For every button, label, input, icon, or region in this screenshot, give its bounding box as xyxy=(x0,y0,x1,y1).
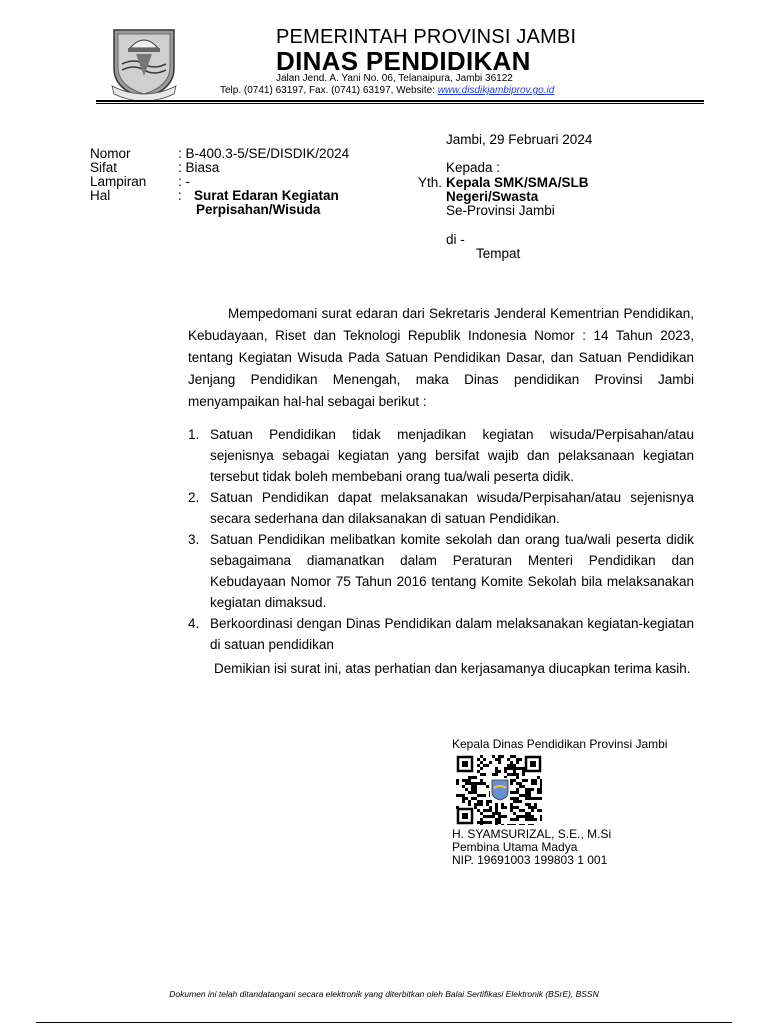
qr-module xyxy=(489,821,492,824)
list-item-number: 3. xyxy=(188,532,200,547)
qr-module xyxy=(513,806,516,809)
qr-module xyxy=(483,782,486,785)
qr-module xyxy=(480,803,483,806)
nomor-label: Nomor xyxy=(90,146,131,161)
qr-module xyxy=(471,785,474,788)
qr-module xyxy=(492,773,495,776)
footer-note: Dokumen ini telah ditandatangani secara elektronik yang diterbitkan oleh Balai Sertifikasi Elektronik (BSrE), BSSN xyxy=(169,989,599,999)
qr-module xyxy=(483,758,486,761)
qr-module xyxy=(489,806,492,809)
qr-module xyxy=(513,770,516,773)
qr-module xyxy=(513,800,516,803)
qr-module xyxy=(504,806,507,809)
signature-title: Kepala Dinas Pendidikan Provinsi Jambi xyxy=(452,737,668,751)
qr-module xyxy=(495,812,498,815)
qr-module xyxy=(534,818,537,821)
qr-module xyxy=(495,824,498,825)
qr-module xyxy=(501,755,504,758)
qr-module xyxy=(486,785,489,788)
recipient-line3: Se-Provinsi Jambi xyxy=(446,203,555,218)
qr-module xyxy=(474,806,477,809)
qr-module xyxy=(492,755,495,758)
closing-paragraph: Demikian isi surat ini, atas perhatian dan kerjasamanya diucapkan terima kasih. xyxy=(214,661,691,676)
qr-module xyxy=(540,797,542,800)
qr-module xyxy=(477,800,480,803)
qr-module xyxy=(471,797,474,800)
qr-module xyxy=(528,818,531,821)
qr-module xyxy=(516,767,519,770)
qr-module xyxy=(501,806,504,809)
qr-module xyxy=(522,809,525,812)
qr-module xyxy=(540,785,542,788)
qr-module xyxy=(519,809,522,812)
qr-module xyxy=(483,821,486,824)
qr-module xyxy=(480,812,483,815)
qr-module xyxy=(516,797,519,800)
qr-module xyxy=(495,803,498,806)
qr-module xyxy=(522,794,525,797)
qr-module xyxy=(495,758,498,761)
qr-module xyxy=(513,818,516,821)
qr-module xyxy=(480,773,483,776)
qr-module xyxy=(513,755,516,758)
qr-module xyxy=(462,797,465,800)
list-item-number: 2. xyxy=(188,490,200,505)
qr-module xyxy=(468,776,471,779)
qr-module xyxy=(516,788,519,791)
qr-module xyxy=(522,773,525,776)
qr-module xyxy=(510,764,513,767)
nomor-value: : B-400.3-5/SE/DISDIK/2024 xyxy=(178,146,350,161)
qr-module xyxy=(498,821,501,824)
qr-module xyxy=(522,770,525,773)
qr-module xyxy=(525,779,528,782)
qr-module xyxy=(504,815,507,818)
qr-module xyxy=(522,824,525,825)
qr-module xyxy=(510,818,513,821)
qr-module xyxy=(471,782,474,785)
qr-module xyxy=(462,800,465,803)
qr-module xyxy=(516,791,519,794)
qr-module xyxy=(513,812,516,815)
qr-module xyxy=(477,794,480,797)
qr-module xyxy=(525,794,528,797)
qr-module xyxy=(519,782,522,785)
qr-module xyxy=(465,782,468,785)
qr-module xyxy=(498,815,501,818)
qr-module xyxy=(462,785,465,788)
qr-module xyxy=(528,788,531,791)
list-item xyxy=(188,529,694,613)
qr-module xyxy=(528,791,531,794)
qr-module xyxy=(525,797,528,800)
qr-module xyxy=(513,764,516,767)
qr-module xyxy=(480,779,483,782)
qr-module xyxy=(474,782,477,785)
qr-module xyxy=(519,767,522,770)
qr-module xyxy=(474,803,477,806)
qr-module xyxy=(519,758,522,761)
qr-module xyxy=(471,791,474,794)
qr-module xyxy=(510,797,513,800)
qr-module xyxy=(495,818,498,821)
website-link[interactable]: www.disdikjambiprov.go.id xyxy=(437,85,555,96)
qr-module xyxy=(477,803,480,806)
qr-module xyxy=(528,806,531,809)
qr-module xyxy=(537,809,540,812)
qr-module xyxy=(483,809,486,812)
qr-module xyxy=(540,779,542,782)
qr-module xyxy=(501,824,504,825)
qr-module xyxy=(534,782,537,785)
body-closing xyxy=(188,658,694,680)
qr-module xyxy=(528,815,531,818)
qr-module xyxy=(510,755,513,758)
list-item xyxy=(188,487,694,529)
qr-module xyxy=(531,809,534,812)
hal-colon: : xyxy=(178,188,182,203)
qr-module xyxy=(507,773,510,776)
qr-module xyxy=(477,809,480,812)
qr-module xyxy=(516,758,519,761)
qr-module xyxy=(537,776,540,779)
qr-module xyxy=(522,815,525,818)
qr-module xyxy=(510,824,513,825)
qr-code-signature xyxy=(456,755,542,825)
qr-module xyxy=(540,782,542,785)
qr-module xyxy=(525,818,528,821)
qr-module xyxy=(513,791,516,794)
qr-module xyxy=(498,761,501,764)
qr-module xyxy=(513,797,516,800)
qr-module xyxy=(495,767,498,770)
qr-module xyxy=(528,797,531,800)
qr-module xyxy=(528,824,531,825)
qr-module xyxy=(516,761,519,764)
qr-module xyxy=(486,815,489,818)
qr-module xyxy=(525,791,528,794)
qr-module xyxy=(480,800,483,803)
qr-module xyxy=(531,815,534,818)
qr-module xyxy=(486,764,489,767)
qr-module xyxy=(537,788,540,791)
qr-module xyxy=(522,779,525,782)
qr-module xyxy=(456,782,459,785)
qr-module xyxy=(480,767,483,770)
list-item-text: Satuan Pendidikan melibatkan komite sekolah dan orang tua/wali peserta didik sebagaimana diamanatkan dalam Peraturan Menteri Pendidikan dan Kebudayaan Nomor 75 Tahun 2016 tentang Komite Sekolah bila melaksanakan kegiatan dimaksud. xyxy=(210,532,694,610)
qr-module xyxy=(483,794,486,797)
qr-module xyxy=(510,779,513,782)
qr-module xyxy=(492,812,495,815)
qr-module xyxy=(459,794,462,797)
qr-module xyxy=(480,821,483,824)
qr-module xyxy=(513,779,516,782)
qr-module xyxy=(540,818,542,821)
qr-module xyxy=(474,776,477,779)
qr-module xyxy=(477,770,480,773)
recipient-tempat: Tempat xyxy=(476,246,521,261)
qr-module xyxy=(498,758,501,761)
qr-module xyxy=(516,806,519,809)
qr-module xyxy=(477,758,480,761)
qr-module xyxy=(516,815,519,818)
qr-module xyxy=(498,812,501,815)
qr-module xyxy=(531,806,534,809)
letterhead-government: PEMERINTAH PROVINSI JAMBI xyxy=(276,26,577,48)
qr-module xyxy=(501,803,504,806)
list-item-text: Berkoordinasi dengan Dinas Pendidikan dalam melaksanakan kegiatan-kegiatan di satuan pendidikan xyxy=(210,616,694,652)
qr-module xyxy=(474,797,477,800)
qr-module xyxy=(456,794,459,797)
qr-module xyxy=(528,794,531,797)
qr-module xyxy=(477,764,480,767)
qr-module xyxy=(492,815,495,818)
qr-module xyxy=(522,785,525,788)
qr-module xyxy=(507,764,510,767)
recipient-line1: Kepala SMK/SMA/SLB xyxy=(446,175,589,190)
lampiran-label: Lampiran xyxy=(90,174,147,189)
list-item-text: Satuan Pendidikan dapat melaksanakan wisuda/Perpisahan/atau sejenisnya secara sederhana dan dilaksanakan di satuan Pendidikan. xyxy=(210,490,694,526)
intro-paragraph: Mempedomani surat edaran dari Sekretaris Jenderal Kementrian Pendidikan, Kebudayaan, Riset dan Teknologi Republik Indonesia Nomor : 14 Tahun 2023, tentang Kegiatan Wisuda Pada Satuan Pendidikan Dasar, dan Satuan Pendidikan Jenjang Pendidikan Menengah, maka Dinas pendidikan Provinsi Jambi menyampaikan hal-hal sebagai berikut : xyxy=(188,306,694,409)
qr-module xyxy=(495,806,498,809)
qr-module xyxy=(474,791,477,794)
qr-module xyxy=(462,779,465,782)
qr-module xyxy=(495,770,498,773)
qr-module xyxy=(489,809,492,812)
recipient-di: di - xyxy=(446,232,465,247)
qr-module xyxy=(471,788,474,791)
qr-module xyxy=(480,824,483,825)
qr-module xyxy=(486,800,489,803)
qr-module xyxy=(465,788,468,791)
qr-module xyxy=(519,785,522,788)
qr-module xyxy=(468,791,471,794)
qr-module xyxy=(531,824,534,825)
letterhead-rule-thin xyxy=(96,103,704,104)
qr-module xyxy=(525,812,528,815)
qr-module xyxy=(465,797,468,800)
qr-module xyxy=(474,788,477,791)
qr-module xyxy=(510,773,513,776)
contact-text: Telp. (0741) 63197, Fax. (0741) 63197, Website: xyxy=(220,85,438,96)
letterhead-address: Jalan Jend. A. Yani No. 06, Telanaipura, Jambi 36122 xyxy=(276,73,513,84)
qr-module xyxy=(531,779,534,782)
letter-date: Jambi, 29 Februari 2024 xyxy=(446,132,593,147)
qr-module xyxy=(498,755,501,758)
qr-module xyxy=(471,776,474,779)
qr-module xyxy=(516,800,519,803)
qr-module xyxy=(480,794,483,797)
qr-module xyxy=(510,767,513,770)
qr-module xyxy=(483,764,486,767)
list-item-number: 4. xyxy=(188,616,200,631)
qr-module xyxy=(528,812,531,815)
qr-module xyxy=(486,809,489,812)
qr-module xyxy=(516,773,519,776)
qr-module xyxy=(480,782,483,785)
letterhead-agency: DINAS PENDIDIKAN xyxy=(276,46,531,76)
qr-module xyxy=(510,803,513,806)
qr-module xyxy=(516,818,519,821)
signatory-name: H. SYAMSURIZAL, S.E., M.Si xyxy=(452,827,612,841)
qr-module xyxy=(468,803,471,806)
qr-module xyxy=(525,815,528,818)
signatory-rank: Pembina Utama Madya xyxy=(452,840,578,854)
qr-module xyxy=(483,815,486,818)
qr-module xyxy=(528,803,531,806)
signatory-nip: NIP. 19691003 199803 1 001 xyxy=(452,853,608,867)
qr-module xyxy=(504,770,507,773)
qr-module xyxy=(510,809,513,812)
numbered-list xyxy=(188,424,694,655)
qr-module xyxy=(519,800,522,803)
qr-module xyxy=(531,797,534,800)
qr-module xyxy=(477,782,480,785)
qr-module xyxy=(480,818,483,821)
hal-subject-line1: Surat Edaran Kegiatan xyxy=(194,188,339,203)
qr-module xyxy=(540,815,542,818)
qr-module xyxy=(516,782,519,785)
qr-module xyxy=(519,824,522,825)
qr-module xyxy=(531,788,534,791)
qr-module xyxy=(489,761,492,764)
qr-module xyxy=(495,809,498,812)
hal-subject-line2: Perpisahan/Wisuda xyxy=(196,202,321,217)
qr-module xyxy=(498,818,501,821)
recipient-kepada: Kepada : xyxy=(446,160,501,175)
qr-module xyxy=(489,800,492,803)
letterhead-rule xyxy=(96,100,704,102)
qr-module xyxy=(468,779,471,782)
list-item-number: 1. xyxy=(188,427,200,442)
lampiran-value: : - xyxy=(178,174,190,189)
hal-label: Hal xyxy=(90,188,111,203)
qr-module xyxy=(513,773,516,776)
qr-module xyxy=(474,785,477,788)
qr-module xyxy=(510,806,513,809)
qr-module xyxy=(519,794,522,797)
body-intro xyxy=(188,303,694,413)
qr-module xyxy=(480,755,483,758)
sifat-value: : Biasa xyxy=(178,160,220,175)
qr-module xyxy=(489,815,492,818)
qr-module xyxy=(534,803,537,806)
qr-module xyxy=(462,794,465,797)
qr-module xyxy=(516,776,519,779)
qr-module xyxy=(513,767,516,770)
qr-module xyxy=(510,791,513,794)
qr-module xyxy=(531,818,534,821)
qr-module xyxy=(507,824,510,825)
qr-module xyxy=(507,767,510,770)
qr-module xyxy=(534,779,537,782)
qr-module xyxy=(540,788,542,791)
qr-module xyxy=(486,803,489,806)
qr-module xyxy=(531,782,534,785)
qr-module xyxy=(519,815,522,818)
list-item-text: Satuan Pendidikan tidak menjadikan kegiatan wisuda/Perpisahan/atau sejenisnya sebagai kegiatan yang bersifat wajib dan pelaksanaan kegiatan tersebut tidak boleh membebani orang tua/wali peserta didik. xyxy=(210,427,694,484)
province-seal-logo xyxy=(108,24,180,100)
list-item xyxy=(188,424,694,487)
list-item xyxy=(188,613,694,655)
qr-module xyxy=(525,788,528,791)
qr-module xyxy=(477,821,480,824)
qr-module xyxy=(540,809,542,812)
sifat-label: Sifat xyxy=(90,160,118,175)
qr-module xyxy=(507,758,510,761)
footer-rule xyxy=(36,1022,732,1023)
qr-module xyxy=(540,791,542,794)
qr-module xyxy=(534,797,537,800)
recipient-yth: Yth. xyxy=(418,175,443,190)
qr-module xyxy=(513,824,516,825)
qr-module xyxy=(468,800,471,803)
qr-module xyxy=(495,821,498,824)
qr-module xyxy=(510,782,513,785)
qr-module xyxy=(498,770,501,773)
qr-module xyxy=(501,815,504,818)
qr-module xyxy=(522,767,525,770)
qr-module xyxy=(483,773,486,776)
qr-module xyxy=(468,782,471,785)
qr-module xyxy=(504,767,507,770)
qr-module xyxy=(480,761,483,764)
qr-module xyxy=(534,806,537,809)
qr-module xyxy=(537,791,540,794)
qr-module xyxy=(495,773,498,776)
qr-module xyxy=(486,821,489,824)
recipient-line2: Negeri/Swasta xyxy=(446,189,539,204)
qr-module xyxy=(465,779,468,782)
letterhead-contact xyxy=(220,85,554,96)
qr-module xyxy=(456,779,459,782)
qr-module xyxy=(525,803,528,806)
qr-module xyxy=(537,797,540,800)
qr-module xyxy=(510,761,513,764)
